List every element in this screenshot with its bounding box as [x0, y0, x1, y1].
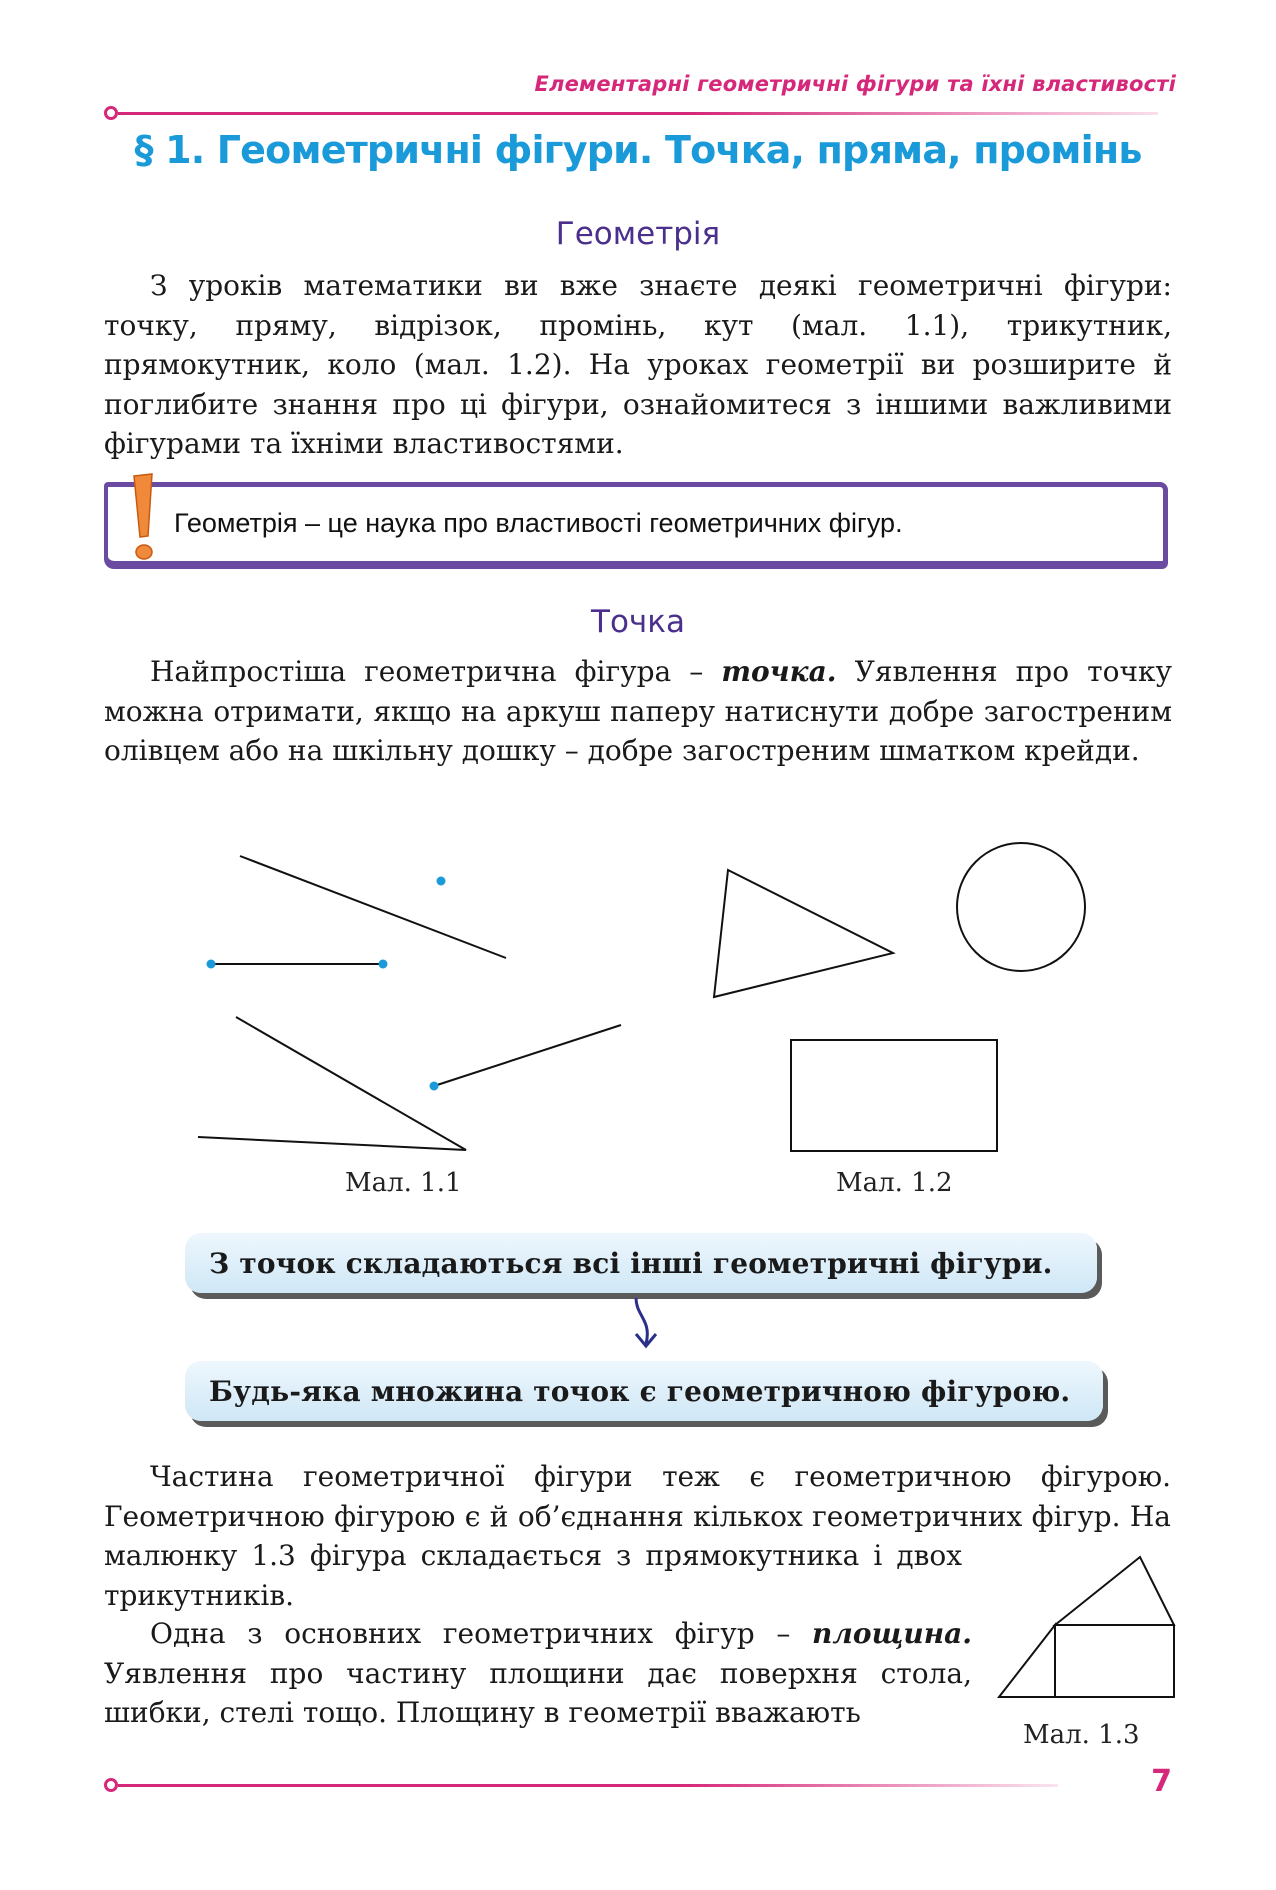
heading-point: Точка — [591, 604, 685, 640]
fig1-ray-origin — [430, 1082, 439, 1091]
closing-paragraph-1-text: Частина геометричної фігури теж є геометричною фігурою. Геометричною фігурою є й об’єднання кількох геометричних фігур. На малюнку 1.3 фігура складається з прямокутника і двох трикутників. — [104, 1460, 1171, 1612]
closing-paragraph-2 — [104, 1614, 972, 1733]
fig1-ray — [434, 1025, 621, 1086]
running-header: Елементарні геометричні фігури та їхні властивості — [534, 72, 1176, 96]
closing-para2-end: Уявлення про частину площини дає поверхня стола, шибки, стелі тощо. Площину в геометрії вважають — [104, 1656, 972, 1729]
fig2-circle — [957, 843, 1085, 971]
fig1-segment-end-b — [379, 960, 388, 969]
term-plane: площина. — [812, 1617, 972, 1650]
fig1-segment-end-a — [207, 960, 216, 969]
fig1-angle — [198, 1017, 466, 1150]
fig-1-3-wrap-offset — [1171, 1457, 1172, 1536]
arrow-down-icon — [626, 1294, 666, 1354]
footer-rule — [118, 1784, 1058, 1787]
rule-box-1: З точок складаються всі інші геометричні фігури. — [185, 1233, 1097, 1293]
point-para-end: Уявлення про точку можна отримати, якщо на аркуш паперу натиснути добре загостреним олівцем або на шкільну дошку – добре загостреним шматком крейди. — [104, 655, 1172, 767]
term-point: точка. — [721, 655, 837, 688]
fig-1-3-wrap-space — [962, 1536, 1172, 1656]
fig1-point — [437, 877, 446, 886]
fig2-rectangle — [791, 1040, 997, 1151]
caption-fig-1-1: Мал. 1.1 — [345, 1168, 462, 1198]
footer-rule-ornament — [104, 1778, 118, 1792]
rule-box-2: Будь-яка множина точок є геометричною фігурою. — [185, 1361, 1103, 1421]
section-title: § 1. Геометричні фігури. Точка, пряма, промінь — [134, 128, 1142, 172]
fig2-triangle — [714, 870, 893, 997]
page-number: 7 — [1151, 1764, 1172, 1799]
intro-paragraph: З уроків математики ви вже знаєте деякі геометричні фігури: точку, пряму, відрізок, промінь, кут (мал. 1.1), трикутник, прямокутник, коло (мал. 1.2). На уроках геометрії ви розширите й поглибите знання про ці фігури, ознайомитеся з іншими важливими фігурами та їхніми властивостями. — [104, 269, 1172, 460]
point-para-start: Найпростіша геометрична фігура – — [150, 655, 704, 688]
heading-geometry: Геометрія — [555, 216, 721, 252]
header-rule — [118, 112, 1158, 115]
caption-fig-1-3: Мал. 1.3 — [1023, 1720, 1140, 1750]
caption-fig-1-2: Мал. 1.2 — [836, 1168, 953, 1198]
point-paragraph — [104, 652, 1172, 771]
definition-text: Геометрія – це наука про властивості геометричних фігур. — [174, 508, 903, 538]
exclamation-icon — [128, 472, 158, 564]
closing-para2-start: Одна з основних геометричних фігур – — [150, 1617, 791, 1650]
header-rule-ornament — [104, 106, 118, 120]
fig1-line — [240, 856, 506, 958]
